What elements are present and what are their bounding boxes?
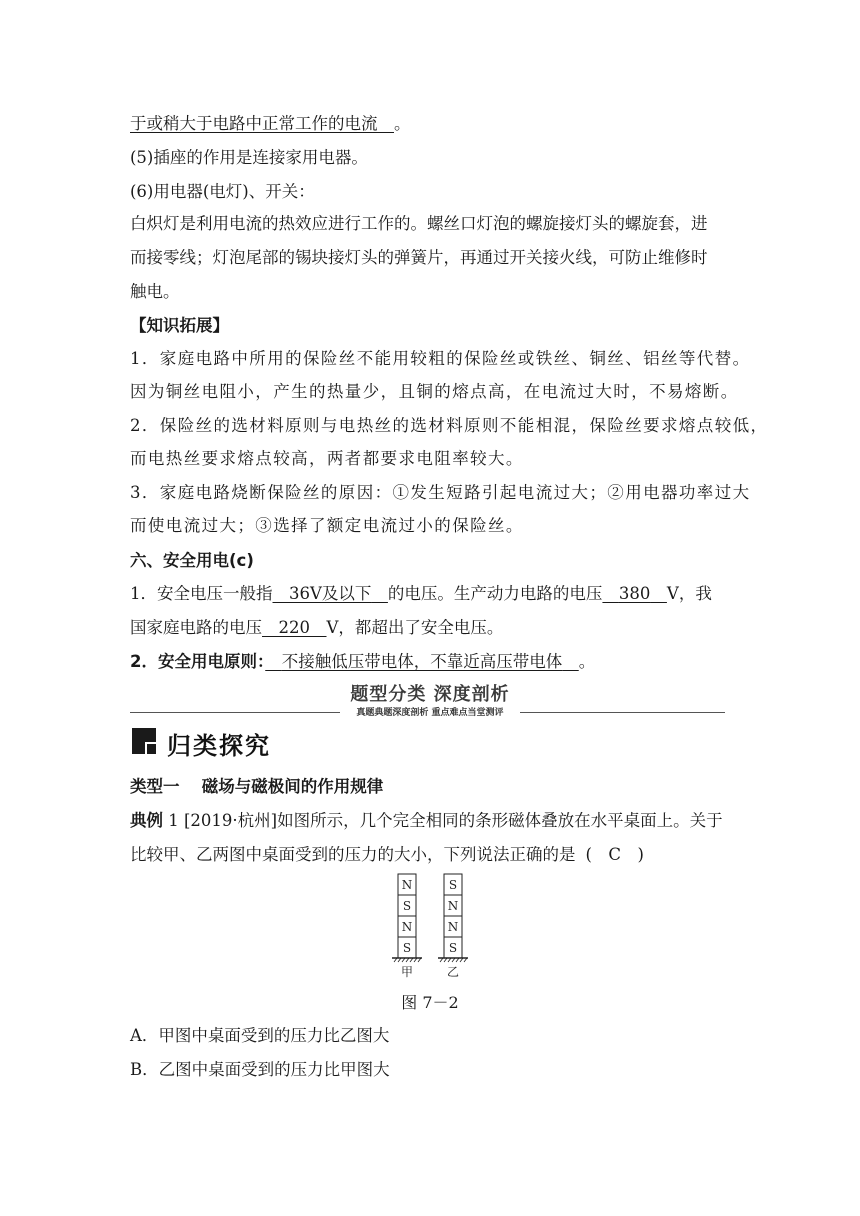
option-a: A．甲图中桌面受到的压力比乙图大: [130, 1026, 390, 1045]
magnet-figure: [380, 870, 480, 980]
socket-text: (5)插座的作用是连接家用电器。: [130, 148, 368, 167]
divider: [520, 712, 725, 713]
pole-label: N: [447, 899, 459, 913]
pole-label: N: [447, 920, 459, 934]
example-stem-2: 比较甲、乙两图中桌面受到的压力的大小，下列说法正确的是 ( C ): [130, 845, 644, 864]
left-figure-label: 甲: [400, 965, 414, 979]
pole-label: S: [448, 941, 458, 955]
extension-p2b: 而电热丝要求熔点较高，两者都要求电阻率较大。: [130, 449, 524, 468]
home-voltage-blank: 220: [278, 618, 310, 637]
extension-p1b: 因为铜丝电阻小，产生的热量少，且铜的熔点高，在电流过大时，不易熔断。: [130, 382, 739, 401]
divider: [130, 712, 340, 713]
appliance-text: (6)用电器(电灯)、开关：: [130, 182, 315, 201]
safety-heading: 六、安全用电(c): [130, 551, 254, 570]
figure-caption: 图 7－2: [401, 993, 459, 1012]
lamp-text-1: 白炽灯是利用电流的热效应进行工作的。螺丝口灯泡的螺旋接灯头的螺旋套，进: [130, 214, 708, 233]
safety-principle-blank: 不接触低压带电体，不靠近高压带电体: [281, 652, 563, 671]
option-b: B．乙图中桌面受到的压力比甲图大: [130, 1060, 390, 1079]
banner-title: 题型分类 深度剖析: [350, 684, 510, 705]
lamp-text-2: 而接零线；灯泡尾部的锡块接灯头的弹簧片，再通过开关接火线，可防止维修时: [130, 248, 708, 267]
safety-line-2: 国家庭电路的电压 220 V，都超出了安全电压。: [130, 618, 504, 637]
pole-label: N: [401, 920, 413, 934]
table-surface: [392, 958, 468, 962]
pole-label: N: [401, 878, 413, 892]
right-figure-label: 乙: [446, 965, 460, 979]
extension-p3b: 而使电流过大；③选择了额定电流过小的保险丝。: [130, 516, 524, 535]
safe-voltage-blank: 36V及以下: [289, 584, 372, 603]
extension-p2a: 2．保险丝的选材料原则与电热丝的选材料原则不能相混，保险丝要求熔点较低，: [130, 416, 769, 435]
magnet-stack-right: [444, 874, 462, 958]
type-heading: 类型一 磁场与磁极间的作用规律: [130, 777, 384, 796]
pole-label: S: [402, 899, 412, 913]
section-title: 归类探究: [167, 732, 271, 760]
safety-line-3: 2．安全用电原则： 不接触低压带电体，不靠近高压带电体 。: [130, 652, 596, 671]
example-stem-1: 典例 1 [2019·杭州]如图所示，几个完全相同的条形磁体叠放在水平桌面上。关于: [130, 811, 723, 830]
extension-p3a: 3．家庭电路烧断保险丝的原因：①发生短路引起电流过大；②用电器功率过大: [130, 483, 751, 502]
example-answer: ( C ): [585, 845, 644, 864]
fuse-current-blank: 于或稍大于电路中正常工作的电流: [130, 114, 378, 133]
pole-label: S: [448, 878, 458, 892]
example-label: 典例: [130, 811, 163, 830]
banner-subtitle: 真题典题深度剖析 重点难点当堂测评: [356, 708, 504, 718]
safety-line-1: 1．安全电压一般指 36V及以下 的电压。生产动力电路的电压 380 V，我: [130, 584, 712, 603]
power-voltage-blank: 380: [618, 584, 651, 603]
section-square-icon: [132, 728, 156, 754]
extension-heading: 【知识拓展】: [130, 316, 229, 335]
text-line: 于或稍大于电路中正常工作的电流 。: [130, 114, 411, 133]
pole-label: S: [402, 941, 412, 955]
lamp-text-3: 触电。: [130, 282, 180, 301]
magnet-stack-left: [398, 874, 416, 958]
extension-p1a: 1．家庭电路中所用的保险丝不能用较粗的保险丝或铁丝、铜丝、铝丝等代替。: [130, 349, 751, 368]
